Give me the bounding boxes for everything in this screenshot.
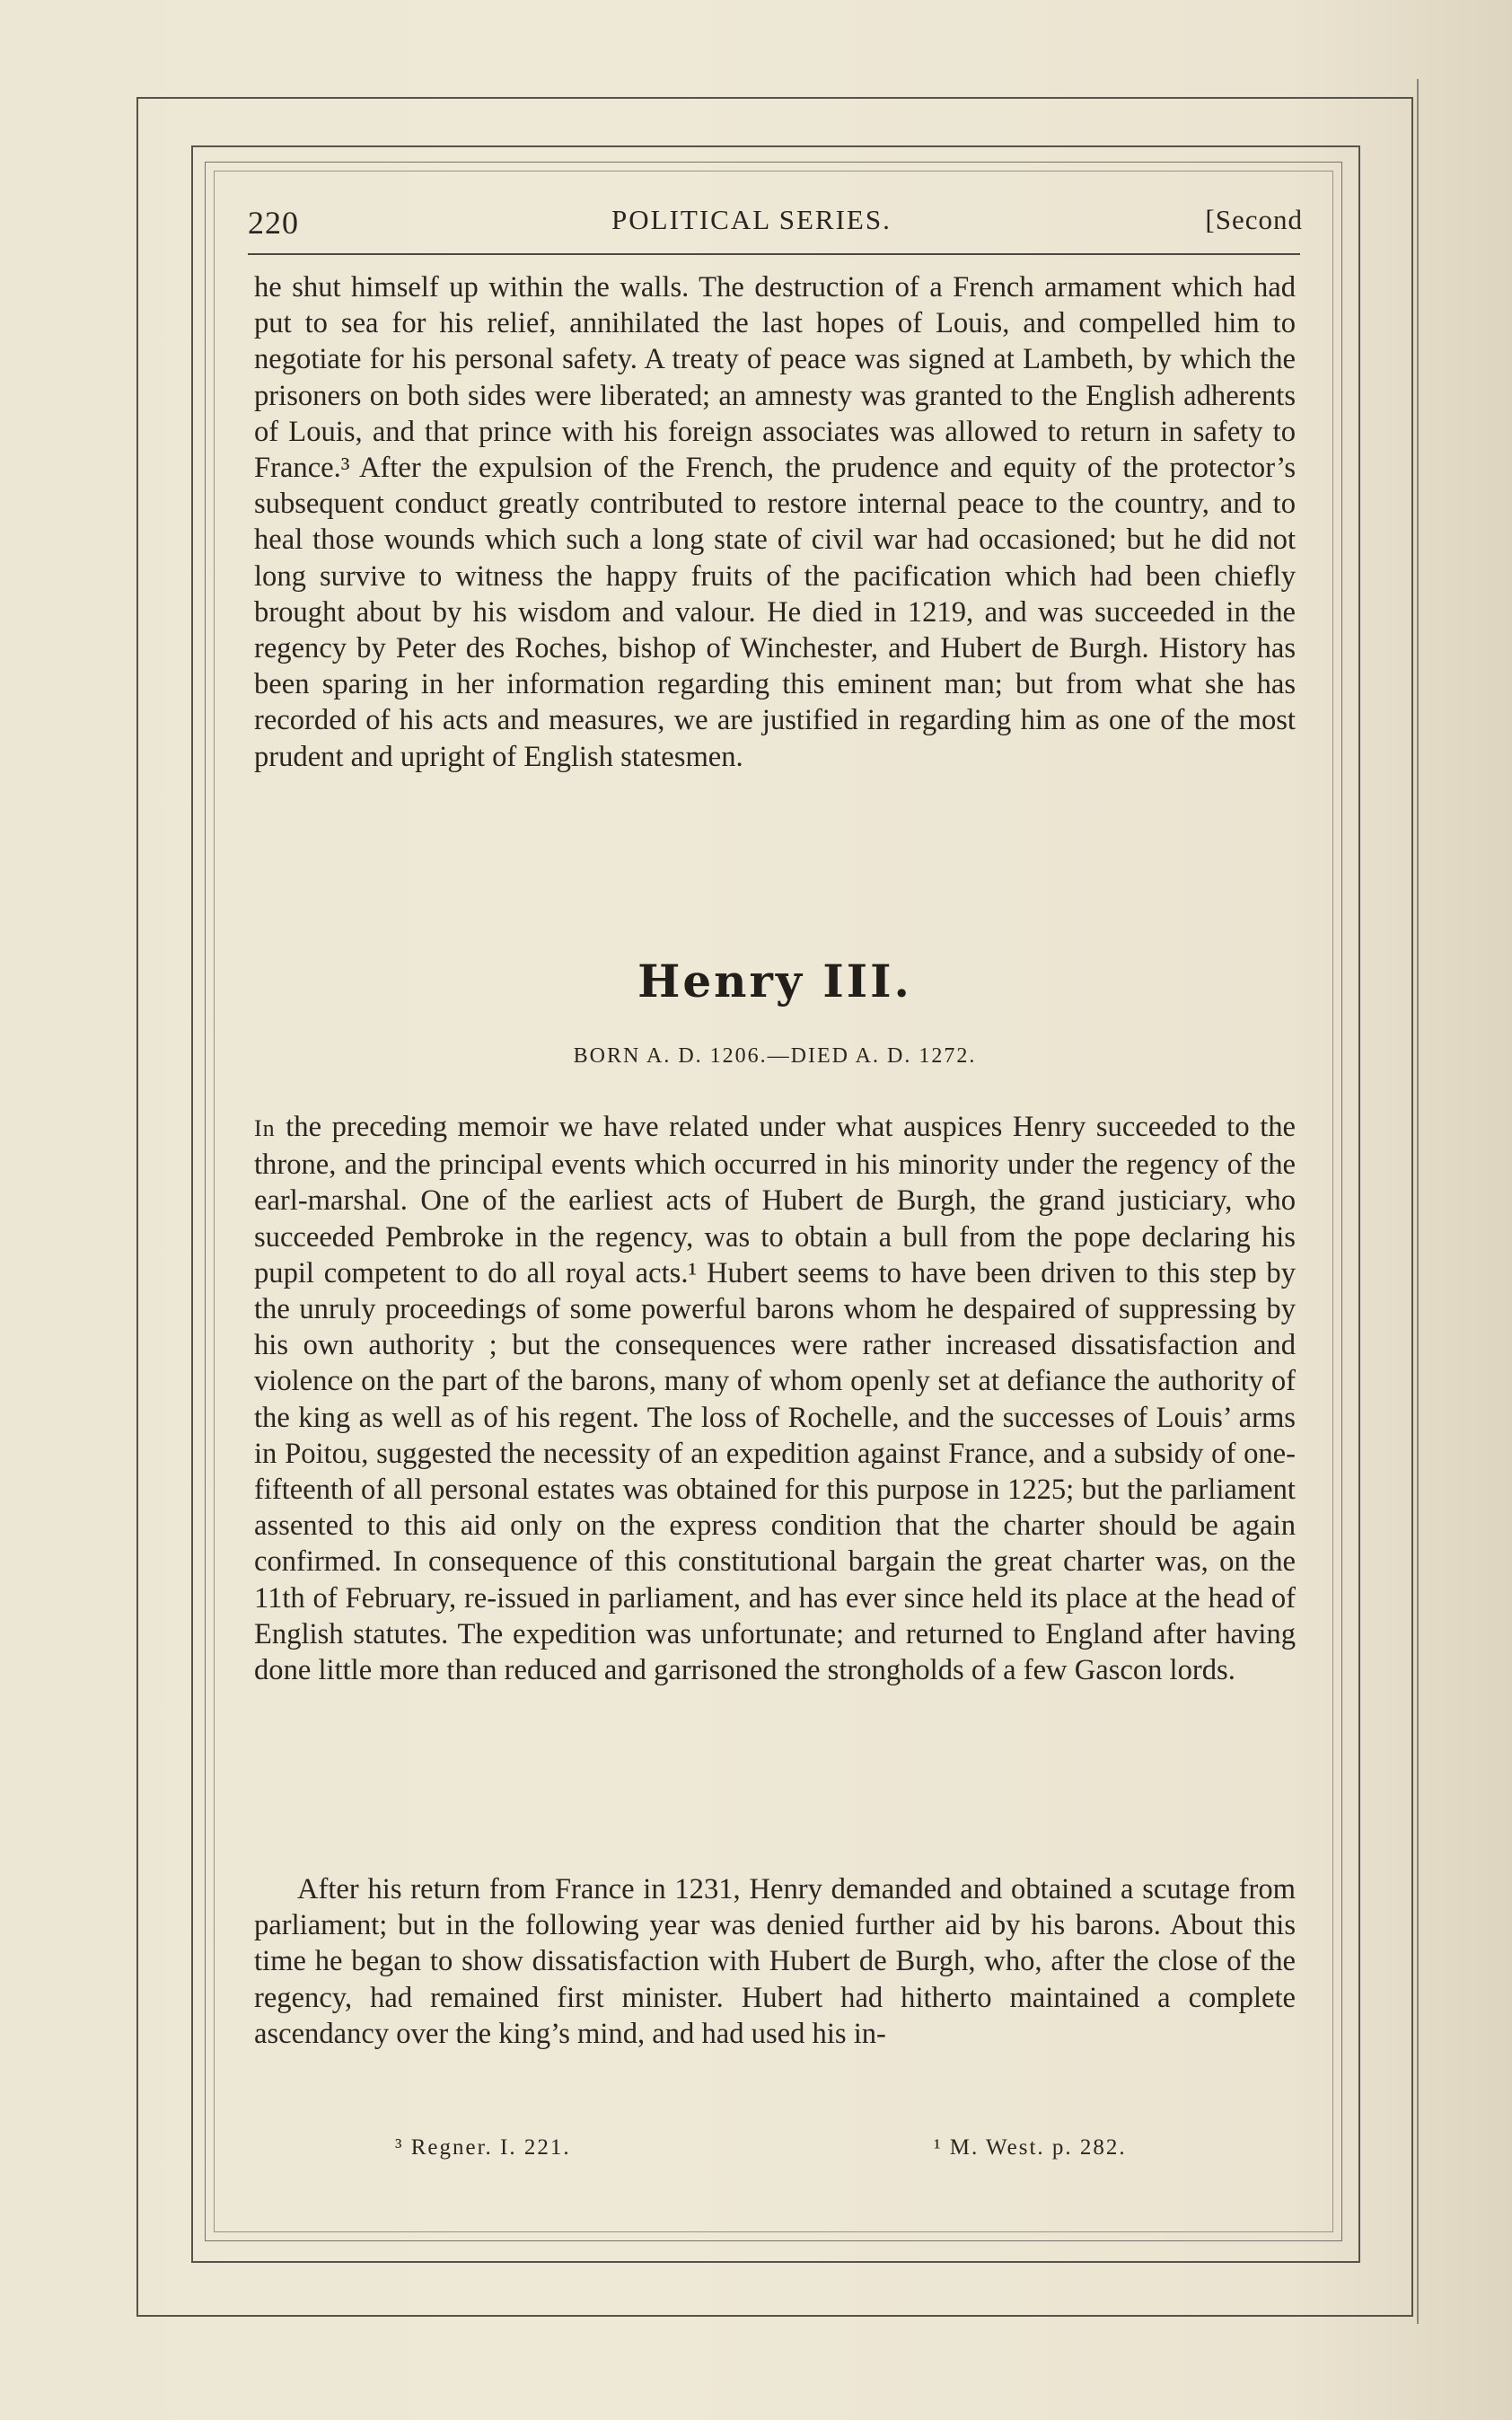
section-subheading: BORN A. D. 1206.—DIED A. D. 1272. bbox=[573, 1044, 977, 1068]
body-paragraph-1 bbox=[254, 269, 1296, 775]
page-number: 220 bbox=[248, 205, 299, 241]
section-heading: Henry III. bbox=[637, 955, 912, 1008]
paragraph-lead-word: In bbox=[254, 1115, 276, 1141]
body-paragraph-2 bbox=[254, 1109, 1296, 1688]
page-edge-divider bbox=[1417, 79, 1419, 2324]
paragraph-text: After his return from France in 1231, Henry demanded and obtained a scutage from parliament; but in the following year was denied further aid by his barons. About this time he began to show dissatisfaction with Hubert de Burgh, who, after the close of the regency, had remained first minister. Hubert had hitherto maintained a complete ascendancy over the king’s mind, and had used his in- bbox=[254, 1873, 1296, 2050]
footnote-right: ¹ M. West. p. 282. bbox=[934, 2135, 1127, 2160]
body-paragraph-3 bbox=[254, 1871, 1296, 2052]
paragraph-text: he shut himself up within the walls. The destruction of a French armament which had put to sea for his relief, annihilated the last hopes of Louis, and compelled him to negotiate for his personal safety. A treaty of peace was signed at Lambeth, by which the prisoners on both sides were liberated; an amnesty was granted to the English adherents of Louis, and that prince with his foreign associates was allowed to return in safety to France.³ After the expulsion of the French, the prudence and equity of the protector’s subsequent conduct greatly contributed to restore internal peace to the country, and to heal those wounds which such a long state of civil war had occasioned; but he did not long survive to witness the happy fruits of the pacification which had been chiefly brought about by his wisdom and valour. He died in 1219, and was succeeded in the regency by Peter des Roches, bishop of Winchester, and Hubert de Burgh. History has been sparing in her information regarding this eminent man; but from what she has recorded of his acts and measures, we are justified in regarding him as one of the most prudent and upright of English statesmen. bbox=[254, 271, 1296, 773]
paragraph-text: the preceding memoir we have related under what auspices Henry succeeded to the throne, and the principal events which occurred in his minority under the regency of the earl-marshal. One of the earliest acts of Hubert de Burgh, the grand justiciary, who succeeded Pembroke in the regency, was to obtain a bull from the pope declaring his pupil competent to do all royal acts.¹ Hubert seems to have been driven to this step by the unruly proceedings of some powerful barons whom he despaired of suppressing by his own authority ; but the consequences were rather increased dissatisfaction and violence on the part of the barons, many of whom openly set at defiance the authority of the king as well as of his regent. The loss of Rochelle, and the successes of Louis’ arms in Poitou, suggested the necessity of an expedition against France, and a subsidy of one-fifteenth of all personal estates was obtained for this purpose in 1225; but the parliament assented to this aid only on the express condition that the charter should be again confirmed. In consequence of this constitutional bargain the great charter was, on the 11th of February, re-issued in parliament, and has ever since held its place at the head of English statutes. The expedition was unfortunate; and returned to England after having done little more than reduced and garrisoned the strongholds of a few Gascon lords. bbox=[254, 1111, 1296, 1687]
running-title: POLITICAL SERIES. bbox=[611, 204, 892, 235]
running-header bbox=[248, 202, 1303, 247]
paragraph-2-wrapper bbox=[254, 1109, 1296, 1688]
footnote-left: ³ Regner. I. 221. bbox=[395, 2135, 571, 2160]
header-rule bbox=[248, 253, 1300, 255]
running-section-label: [Second bbox=[1205, 204, 1303, 235]
